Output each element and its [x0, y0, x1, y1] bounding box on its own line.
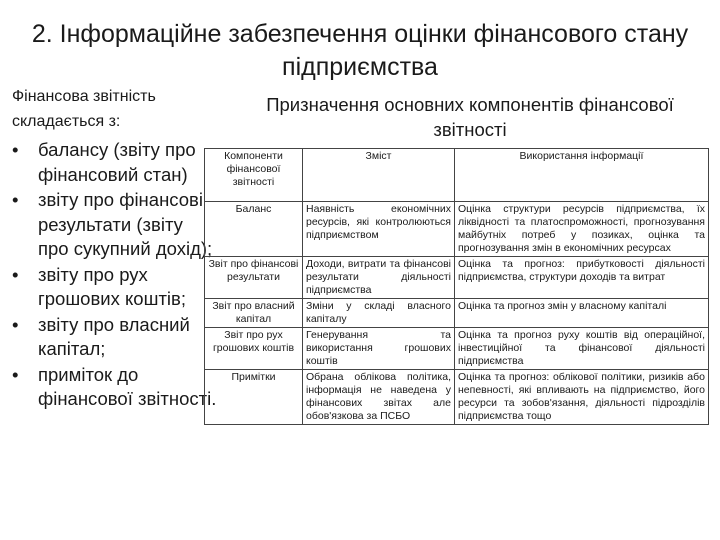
component-cell: Примітки — [205, 370, 303, 425]
bullet-text: приміток до фінансової звітності. — [38, 363, 217, 409]
usage-cell: Оцінка та прогноз змін у власному капіталі — [455, 299, 709, 328]
table-row — [205, 202, 709, 257]
header-content: Зміст — [303, 149, 455, 202]
header-usage: Використання інформації — [455, 149, 709, 202]
component-cell: Звіт про фінансові результати — [205, 257, 303, 299]
bullet-item — [12, 138, 217, 187]
table-heading: Призначення основних компонентів фінансової звітності — [266, 94, 674, 140]
usage-cell: Оцінка та прогноз: облікової політики, ризиків або непевності, які впливають на підприємство, його ресурси та зобов'язання, діяльності підрозділів підприємства тощо — [455, 370, 709, 425]
content-cell: Наявність економічних ресурсів, які контролюються підприємством — [303, 202, 455, 257]
bullet-dot-icon: • — [12, 263, 19, 285]
left-heading: Фінансова звітність складається з: — [12, 88, 156, 130]
content-cell: Зміни у складі власного капіталу — [303, 299, 455, 328]
usage-cell: Оцінка та прогноз: прибутковості діяльності підприємства, структури доходів та витрат — [455, 257, 709, 299]
bullet-text: звіту про рух грошових коштів; — [38, 263, 186, 309]
table-row — [205, 328, 709, 370]
bullet-item — [12, 363, 217, 412]
table-row — [205, 257, 709, 299]
content-cell: Обрана облікова політика, інформація не наведена у фінансових звітах але обов'язкова за ПСБО — [303, 370, 455, 425]
bullet-item — [12, 188, 217, 262]
components-table — [204, 148, 709, 425]
table-row — [205, 299, 709, 328]
usage-cell: Оцінка структури ресурсів підприємства, їх ліквідності та платоспроможності, прогнозування майбутніх потреб у позиках, оцінка та прогнозування змін в економічних ресурсах — [455, 202, 709, 257]
bullet-text: звіту про власний капітал; — [38, 313, 190, 359]
component-cell: Звіт про рух грошових коштів — [205, 328, 303, 370]
content-cell: Доходи, витрати та фінансові результати діяльності підприємства — [303, 257, 455, 299]
bullet-text: звіту про фінансові результати (звіту про сукупний дохід); — [38, 189, 213, 259]
bullet-dot-icon: • — [12, 313, 19, 335]
bullet-dot-icon: • — [12, 139, 19, 160]
header-components: Компоненти фінансової звітності — [205, 149, 303, 202]
bullet-item — [12, 313, 217, 362]
slide-title: 2. Інформаційне забезпечення оцінки фінансового стану підприємства — [31, 20, 689, 81]
content-cell: Генерування та використання грошових коштів — [303, 328, 455, 370]
bullet-list — [12, 138, 217, 413]
component-cell: Звіт про власний капітал — [205, 299, 303, 328]
usage-cell: Оцінка та прогноз руху коштів від операційної, інвестиційної та фінансової діяльності підприємства — [455, 328, 709, 370]
bullet-text: балансу (звіту про фінансовий стан) — [38, 139, 196, 185]
bullet-dot-icon: • — [12, 189, 19, 210]
component-cell: Баланс — [205, 202, 303, 257]
table-header-row — [205, 149, 709, 202]
table-row — [205, 370, 709, 425]
bullet-item — [12, 263, 217, 312]
bullet-dot-icon: • — [12, 363, 19, 385]
